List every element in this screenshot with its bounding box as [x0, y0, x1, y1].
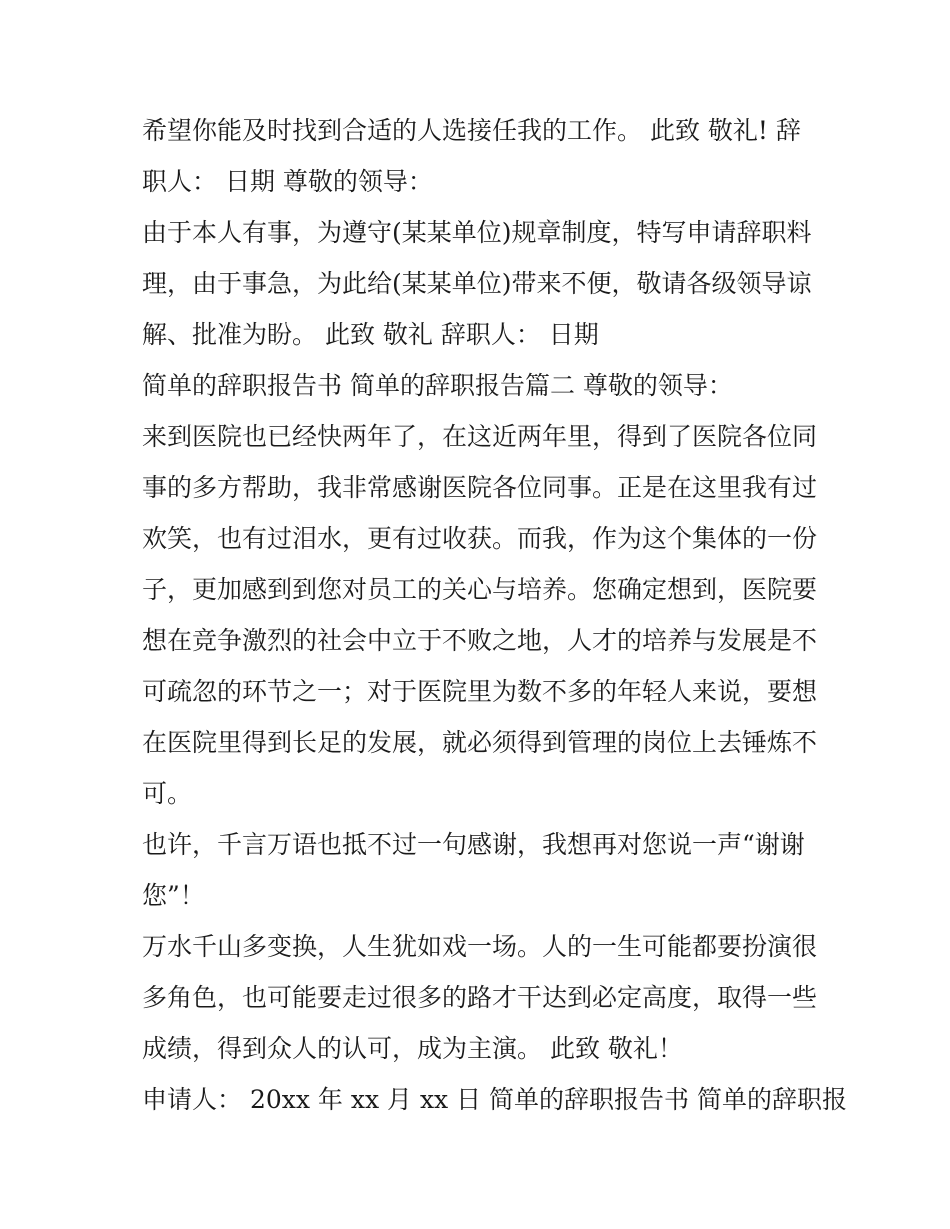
text-line: 解、批准为盼。 此致 敬礼 辞职人： 日期: [142, 320, 599, 349]
text-line: 您”！: [142, 881, 205, 910]
text-line: 由于本人有事，为遵守(某某单位)规章制度，特写申请辞职料: [142, 218, 812, 247]
text-line: 来到医院也已经快两年了，在这近两年里，得到了医院各位同: [142, 422, 818, 451]
text-line: 也许，千言万语也抵不过一句感谢，我想再对您说一声“谢谢: [142, 830, 805, 859]
text-line: 希望你能及时找到合适的人选接任我的工作。 此致 敬礼! 辞: [142, 116, 801, 145]
text-line: 可疏忽的环节之一；对于医院里为数不多的年轻人来说，要想: [142, 677, 818, 706]
text-line: 在医院里得到长足的发展，就必须得到管理的岗位上去锤炼不: [142, 728, 818, 757]
text-line: 万水千山多变换，人生犹如戏一场。人的一生可能都要扮演很: [142, 932, 818, 961]
text-line: 欢笑，也有过泪水，更有过收获。而我，作为这个集体的一份: [142, 524, 818, 553]
text-line: 事的多方帮助，我非常感谢医院各位同事。正是在这里我有过: [142, 473, 818, 502]
text-line: 理，由于事急，为此给(某某单位)带来不便，敬请各级领导谅: [142, 269, 812, 298]
document-body: [142, 105, 847, 1125]
text-line: 子，更加感到到您对员工的关心与培养。您确定想到，医院要: [142, 575, 818, 604]
text-line: 想在竞争激烈的社会中立于不败之地，人才的培养与发展是不: [142, 626, 818, 655]
text-line: 成绩，得到众人的认可，成为主演。 此致 敬礼！: [142, 1034, 683, 1063]
text-line: 职人： 日期 尊敬的领导：: [142, 167, 433, 196]
text-line: 多角色，也可能要走过很多的路才干达到必定高度，取得一些: [142, 983, 818, 1012]
text-line: 简单的辞职报告书 简单的辞职报告篇二 尊敬的领导：: [142, 371, 733, 400]
text-line: 可。: [142, 779, 193, 808]
text-line: 申请人： 20xx 年 xx 月 xx 日 简单的辞职报告书 简单的辞职报: [142, 1085, 847, 1114]
